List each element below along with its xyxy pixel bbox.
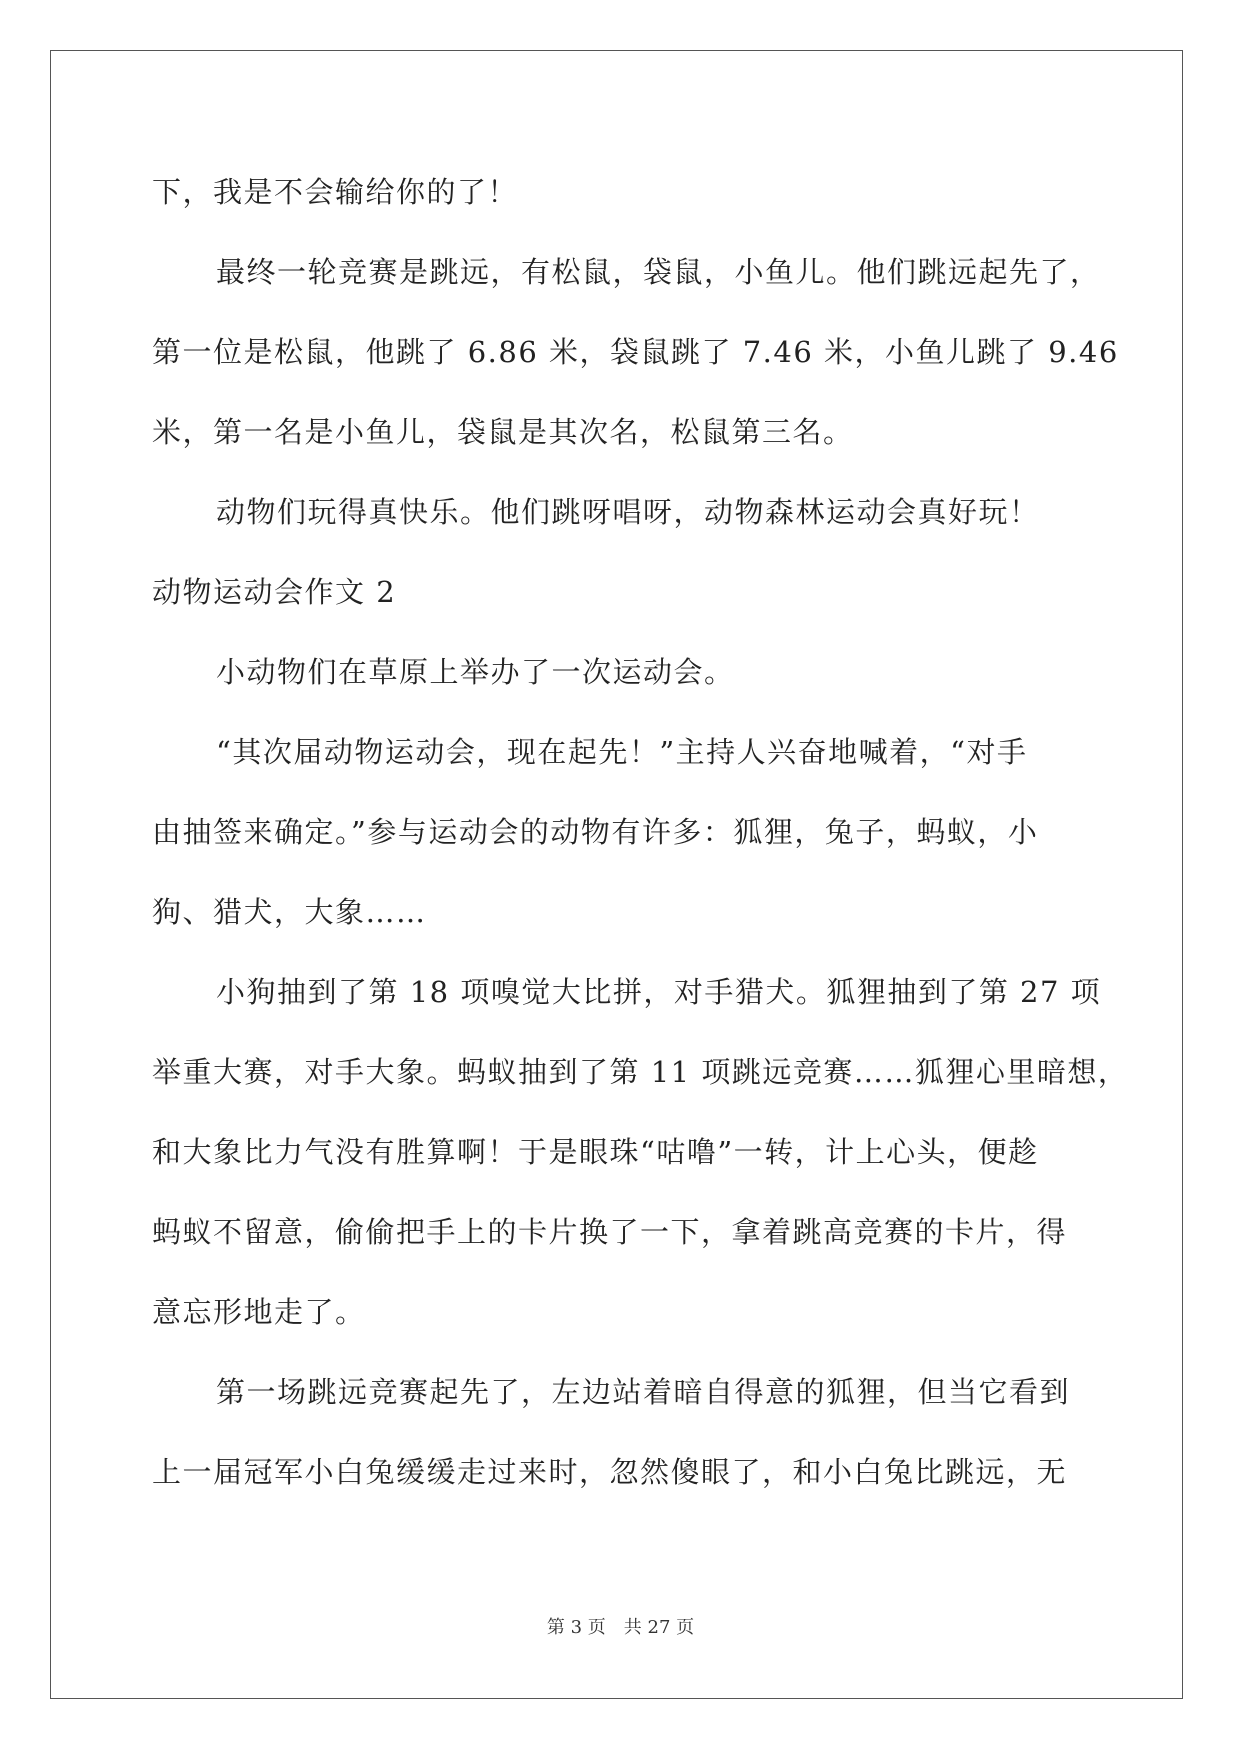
paragraph-line: 最终一轮竞赛是跳远，有松鼠，袋鼠，小鱼儿。他们跳远起先了， [216, 255, 1101, 289]
paragraph-line: 小狗抽到了第 18 项嗅觉大比拼，对手猎犬。狐狸抽到了第 27 项 [216, 975, 1102, 1009]
page-number: 第 3 页 共 27 页 [546, 1617, 695, 1638]
text-line: 下，我是不会输给你的了！ [152, 175, 519, 209]
text-line: 上一届冠军小白兔缓缓走过来时，忽然傻眼了，和小白兔比跳远，无 [152, 1455, 1068, 1489]
text-line: 和大象比力气没有胜算啊！于是眼珠“咕噜”一转，计上心头，便趁 [152, 1135, 1039, 1169]
text-line: 由抽签来确定。”参与运动会的动物有许多：狐狸，兔子，蚂蚁，小 [152, 815, 1039, 849]
text-line: 意忘形地走了。 [152, 1295, 366, 1329]
paragraph-line: 小动物们在草原上举办了一次运动会。 [216, 655, 735, 689]
paragraph-line: 动物们玩得真快乐。他们跳呀唱呀，动物森林运动会真好玩！ [216, 495, 1040, 529]
text-line: 第一位是松鼠，他跳了 6.86 米，袋鼠跳了 7.46 米，小鱼儿跳了 9.46 [152, 335, 1119, 369]
text-line: 举重大赛，对手大象。蚂蚁抽到了第 11 项跳远竞赛……狐狸心里暗想， [152, 1055, 1129, 1089]
text-line: 狗、猎犬，大象…… [152, 895, 427, 929]
paragraph-line: “其次届动物运动会，现在起先！”主持人兴奋地喊着，“对手 [216, 735, 1028, 769]
paragraph-line: 第一场跳远竞赛起先了，左边站着暗自得意的狐狸，但当它看到 [216, 1375, 1071, 1409]
text-line: 蚂蚁不留意，偷偷把手上的卡片换了一下，拿着跳高竞赛的卡片，得 [152, 1215, 1068, 1249]
section-heading: 动物运动会作文 2 [152, 575, 397, 609]
text-line: 米，第一名是小鱼儿，袋鼠是其次名，松鼠第三名。 [152, 415, 854, 449]
